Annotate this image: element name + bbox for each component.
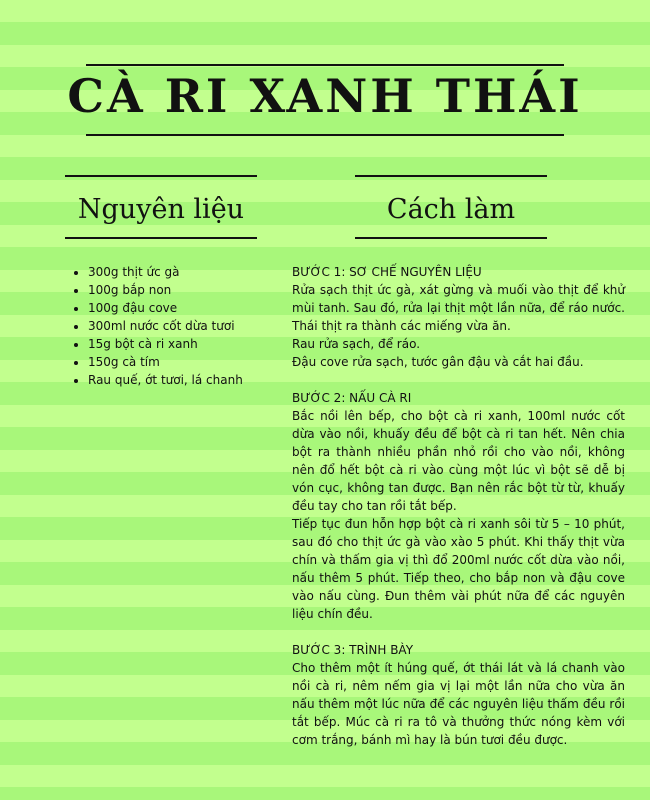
step-paragraph: Bắc nồi lên bếp, cho bột cà ri xanh, 100ml nước cốt dừa vào nồi, khuấy đều để bột cà ri tan hết. Nên chia bột ra thành nhiều phần nhỏ rồi cho vào nồi, không nên đổ hết bột cà ri vào cùng một lúc vì bột sẽ dễ bị vón cục, không tan được. Bạn nên rắc bột từ từ, khuấy đều tay cho tan rồi tắt bếp. <box>292 409 625 513</box>
method-steps <box>292 263 625 749</box>
page-title: CÀ RI XANH THÁI <box>67 69 583 123</box>
ingredients-rule-bottom <box>65 237 257 239</box>
step-title: BƯỚC 3: TRÌNH BÀY <box>292 643 414 657</box>
ingredients-rule-top <box>65 175 257 177</box>
step-3 <box>292 641 625 749</box>
ingredient-item: • Rau quế, ớt tươi, lá chanh <box>88 371 288 389</box>
ingredient-item: • 300ml nước cốt dừa tươi <box>88 317 288 335</box>
ingredients-list <box>70 263 288 389</box>
method-heading: Cách làm <box>386 194 516 225</box>
step-paragraph: Rửa sạch thịt ức gà, xát gừng và muối vào thịt để khử mùi tanh. Sau đó, rửa lại thịt một lần nữa, để ráo nước. Thái thịt ra thành các miếng vừa ăn. <box>292 283 625 333</box>
ingredient-item: • 100g đậu cove <box>88 299 288 317</box>
step-paragraph: Đậu cove rửa sạch, tước gân đậu và cắt hai đầu. <box>292 355 584 369</box>
method-rule-top <box>355 175 547 177</box>
step-paragraph: Rau rửa sạch, để ráo. <box>292 337 421 351</box>
ingredients-heading: Nguyên liệu <box>77 194 245 225</box>
step-2 <box>292 389 625 623</box>
ingredient-item: • 100g bắp non <box>88 281 288 299</box>
step-1 <box>292 263 625 371</box>
step-title: BƯỚC 1: SƠ CHẾ NGUYÊN LIỆU <box>292 265 482 279</box>
title-rule-bottom <box>86 134 564 136</box>
step-title: BƯỚC 2: NẤU CÀ RI <box>292 391 412 405</box>
step-paragraph: Tiếp tục đun hỗn hợp bột cà ri xanh sôi từ 5 – 10 phút, sau đó cho thịt ức gà vào xào 5 phút. Khi thấy thịt vừa chín và thấm gia vị thì đổ 200ml nước cốt dừa vào nồi, nấu thêm 5 phút. Tiếp theo, cho bắp non và đậu cove vào nấu cùng. Đun thêm vài phút nữa để các nguyên liệu chín đều. <box>292 517 625 621</box>
ingredient-item: • 150g cà tím <box>88 353 288 371</box>
step-paragraph: Cho thêm một ít húng quế, ớt thái lát và lá chanh vào nồi cà ri, nêm nếm gia vị lại một lần nữa cho vừa ăn nấu thêm một lúc nữa để các nguyên liệu thấm đều rồi tắt bếp. Múc cà ri ra tô và thưởng thức nóng kèm với cơm trắng, bánh mì hay là bún tươi đều được. <box>292 661 625 747</box>
ingredient-item: • 15g bột cà ri xanh <box>88 335 288 353</box>
ingredient-item: • 300g thịt ức gà <box>88 263 288 281</box>
method-rule-bottom <box>355 237 547 239</box>
